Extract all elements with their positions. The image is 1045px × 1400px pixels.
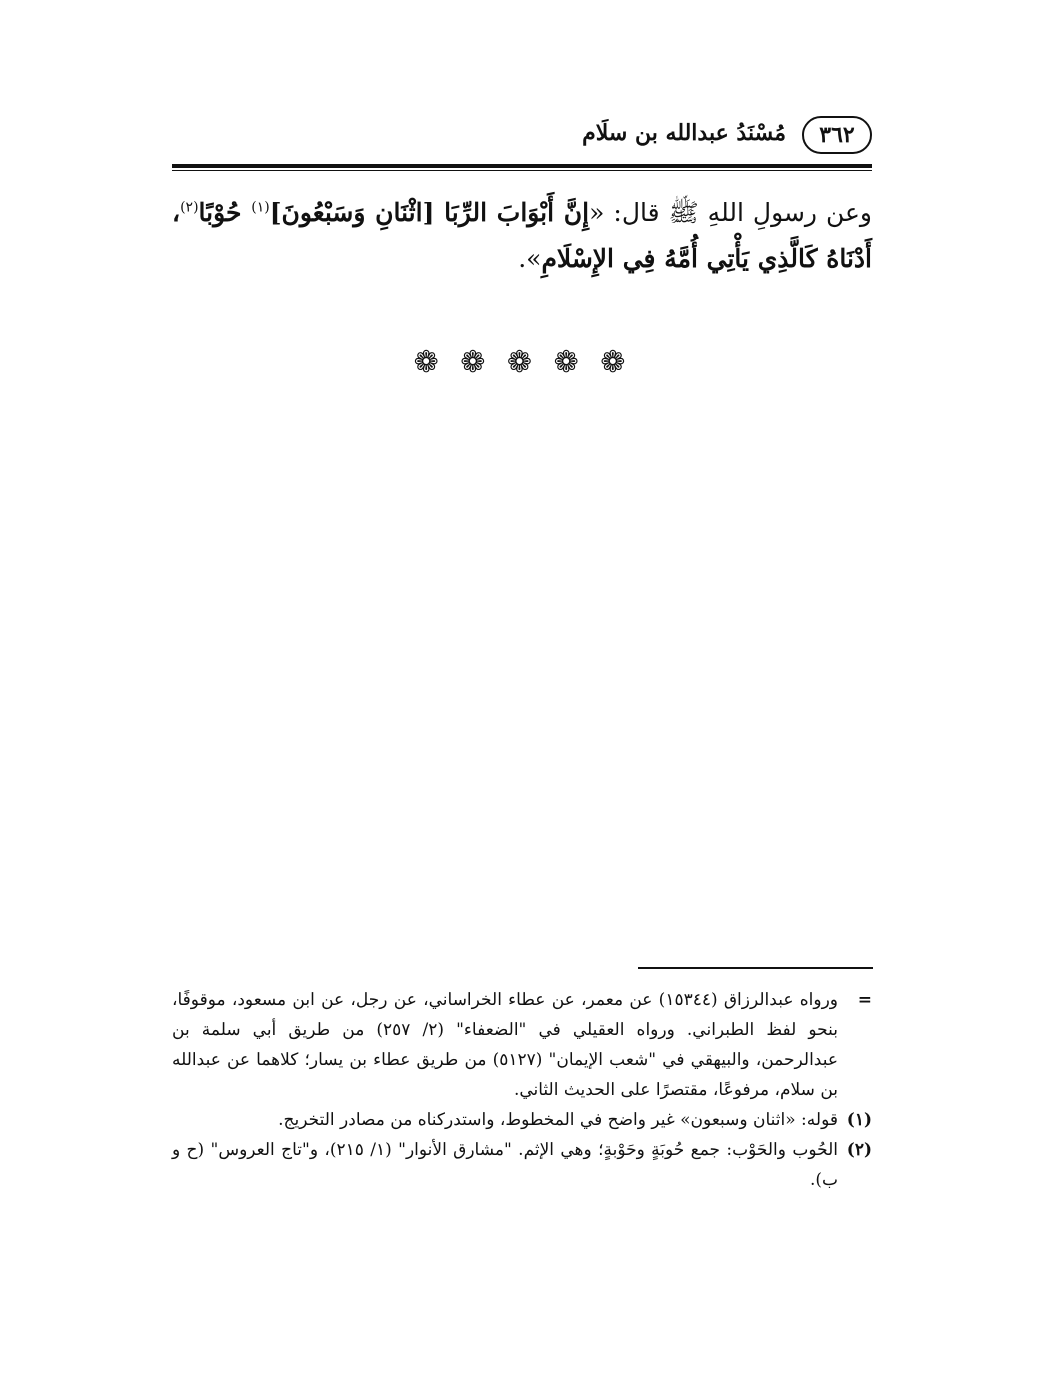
running-title: مُسْنَدُ عبدالله بن سلَام [582, 120, 786, 146]
footnote-1 [172, 1105, 872, 1135]
hadith-intro: وعن رسولِ اللهِ ﷺ قال: « [589, 198, 872, 227]
hadith-closing: ». [518, 244, 542, 273]
hadith-text-part3: ، أَدْنَاهُ كَالَّذِي يَأْتِي أُمَّهُ فِي الإِسْلَامِ [172, 198, 872, 273]
footnote-divider [638, 967, 873, 969]
hadith-paragraph [172, 190, 872, 282]
footnote-marker: (١) [846, 1110, 872, 1130]
hadith-text-part2: حُوْبًا [198, 198, 252, 227]
footnote-text: قوله: «اثنان وسبعون» غير واضح في المخطوط، واستدركناه من مصادر التخريج. [278, 1110, 838, 1130]
footnote-ref-2[interactable]: (٢) [180, 199, 199, 216]
header-rule-thick [172, 164, 872, 168]
footnote-continuation [172, 985, 872, 1105]
section-separator-ornament: ❁ ❁ ❁ ❁ ❁ [413, 345, 632, 380]
footnote-marker: (٢) [846, 1140, 872, 1160]
footnote-ref-1[interactable]: (١) [251, 199, 270, 216]
hadith-text-part1: إِنَّ أَبْوَابَ الرِّبَا [اثْنَانِ وَسَبْعُونَ] [269, 198, 590, 227]
footnotes [172, 985, 872, 1195]
footnote-text: الحُوب والحَوْب: جمع حُوبَةٍ وحَوْبةٍ؛ وهي الإثم. "مشارق الأنوار" (١/ ٢١٥)، و"تاج العروس" (ح و ب). [172, 1140, 838, 1190]
footnote-marker: = [857, 990, 872, 1010]
page-number-badge: ٣٦٢ [802, 116, 872, 154]
header-rule-thin [172, 170, 872, 171]
footnote-2 [172, 1135, 872, 1195]
page-header [172, 112, 872, 162]
footnote-text: ورواه عبدالرزاق (١٥٣٤٤) عن معمر، عن عطاء الخراساني، عن رجل، عن ابن مسعود، موقوفًا، بنحو لفظ الطبراني. ورواه العقيلي في "الضعفاء" (٢/ ٢٥٧) من طريق أبي سلمة بن عبدالرحمن، والبيهقي في "شعب الإيمان" (٥١٢٧) من طريق عطاء بن يسار؛ كلاهما عن عبدالله بن سلام، مرفوعًا، مقتصرًا على الحديث الثاني. [172, 990, 838, 1100]
